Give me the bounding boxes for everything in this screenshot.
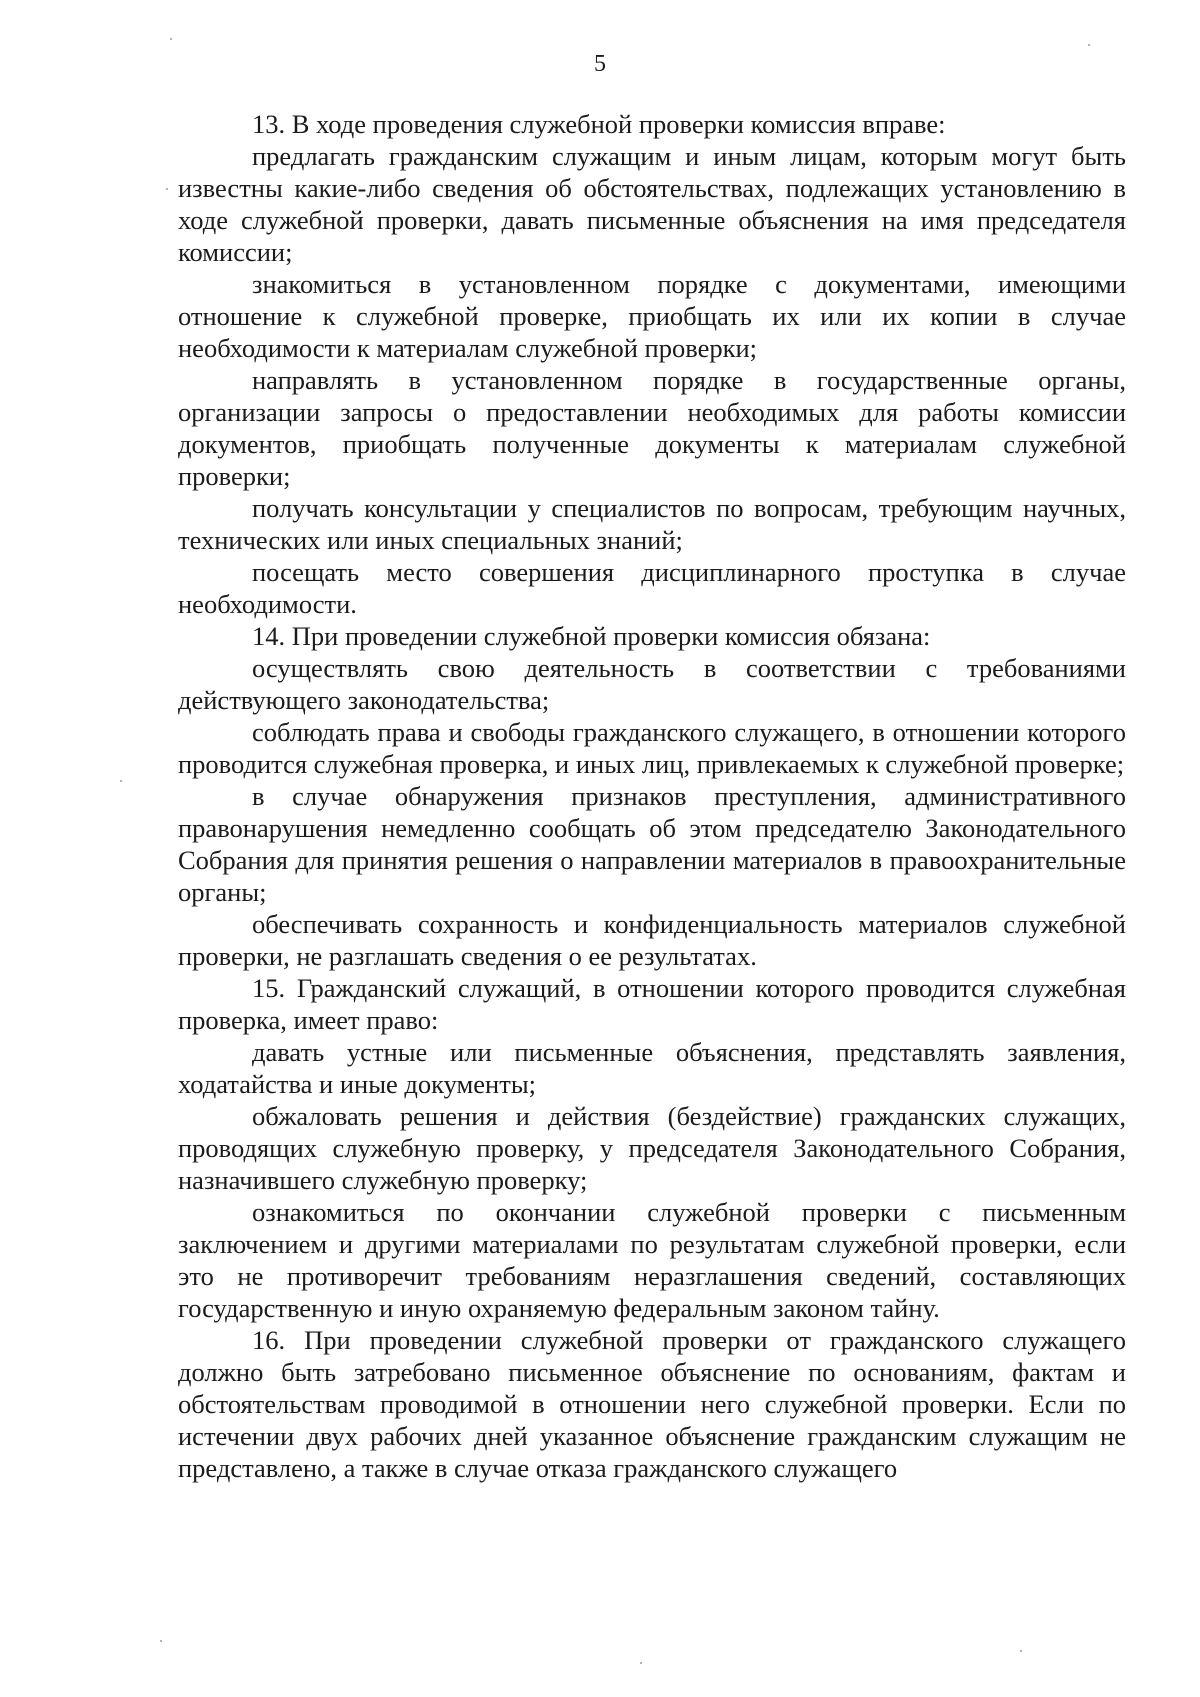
paragraph-13: 13. В ходе проведения служебной проверки комиссия вправе: xyxy=(252,109,946,139)
paragraph-13-item-1: предлагать гражданским служащим и иным лицам, которым могут быть известны какие-либо сведения об обстоятельствах, подлежащих установлению в ходе служебной проверки, давать письменные объяснения на имя председателя комиссии; xyxy=(178,141,1126,267)
scan-speck xyxy=(1020,1650,1022,1652)
scan-speck xyxy=(170,38,172,40)
page-number: 5 xyxy=(594,51,606,77)
paragraph-13-item-3: направлять в установленном порядке в государственные органы, организации запросы о предоставлении необходимых для работы комиссии документов, приобщать полученные документы к материалам служебной проверки; xyxy=(178,365,1126,491)
paragraph-13-item-4: получать консультации у специалистов по вопросам, требующим научных, технических или иных специальных знаний; xyxy=(178,493,1126,555)
paragraph-13-item-5: посещать место совершения дисциплинарного проступка в случае необходимости. xyxy=(178,557,1126,619)
paragraph-16: 16. При проведении служебной проверки от гражданского служащего должно быть затребовано письменное объяснение по основаниям, фактам и обстоятельствам проводимой в отношении него служебной проверки. Если по истечении двух рабочих дней указанное объяснение гражданским служащим не представлено, а также в случае отказа гражданского служащего xyxy=(178,1325,1126,1483)
scan-speck xyxy=(640,1662,642,1664)
scan-speck xyxy=(120,780,122,782)
scan-speck xyxy=(1088,44,1090,46)
paragraph-14-item-2: соблюдать права и свободы гражданского служащего, в отношении которого проводится служебная проверка, и иных лиц, привлекаемых к служебной проверке; xyxy=(178,717,1126,779)
paragraph-15-item-3: ознакомиться по окончании служебной проверки с письменным заключением и другими материалами по результатам служебной проверки, если это не противоречит требованиям неразглашения сведений, составляющих государственную и иную охраняемую федеральным законом тайну. xyxy=(178,1197,1126,1323)
paragraph-14-item-1: осуществлять свою деятельность в соответствии с требованиями действующего законодательства; xyxy=(178,653,1126,715)
paragraph-14-item-3: в случае обнаружения признаков преступления, административного правонарушения немедленно сообщать об этом председателю Законодательного Собрания для принятия решения о направлении материалов в правоохранительные органы; xyxy=(178,781,1126,907)
paragraph-15-item-2: обжаловать решения и действия (бездействие) гражданских служащих, проводящих служебную проверку, у председателя Законодательного Собрания, назначившего служебную проверку; xyxy=(178,1101,1126,1195)
paragraph-15-item-1: давать устные или письменные объяснения, представлять заявления, ходатайства и иные документы; xyxy=(178,1037,1126,1099)
scan-speck xyxy=(166,188,168,190)
scan-speck xyxy=(160,1640,162,1642)
paragraph-13-item-2: знакомиться в установленном порядке с документами, имеющими отношение к служебной проверке, приобщать их или их копии в случае необходимости к материалам служебной проверки; xyxy=(178,269,1126,363)
paragraph-14-item-4: обеспечивать сохранность и конфиденциальность материалов служебной проверки, не разглашать сведения о ее результатах. xyxy=(178,909,1126,971)
paragraph-15: 15. Гражданский служащий, в отношении которого проводится служебная проверка, имеет право: xyxy=(178,973,1126,1035)
paragraph-14: 14. При проведении служебной проверки комиссия обязана: xyxy=(252,621,931,651)
document-body xyxy=(178,108,1126,1484)
